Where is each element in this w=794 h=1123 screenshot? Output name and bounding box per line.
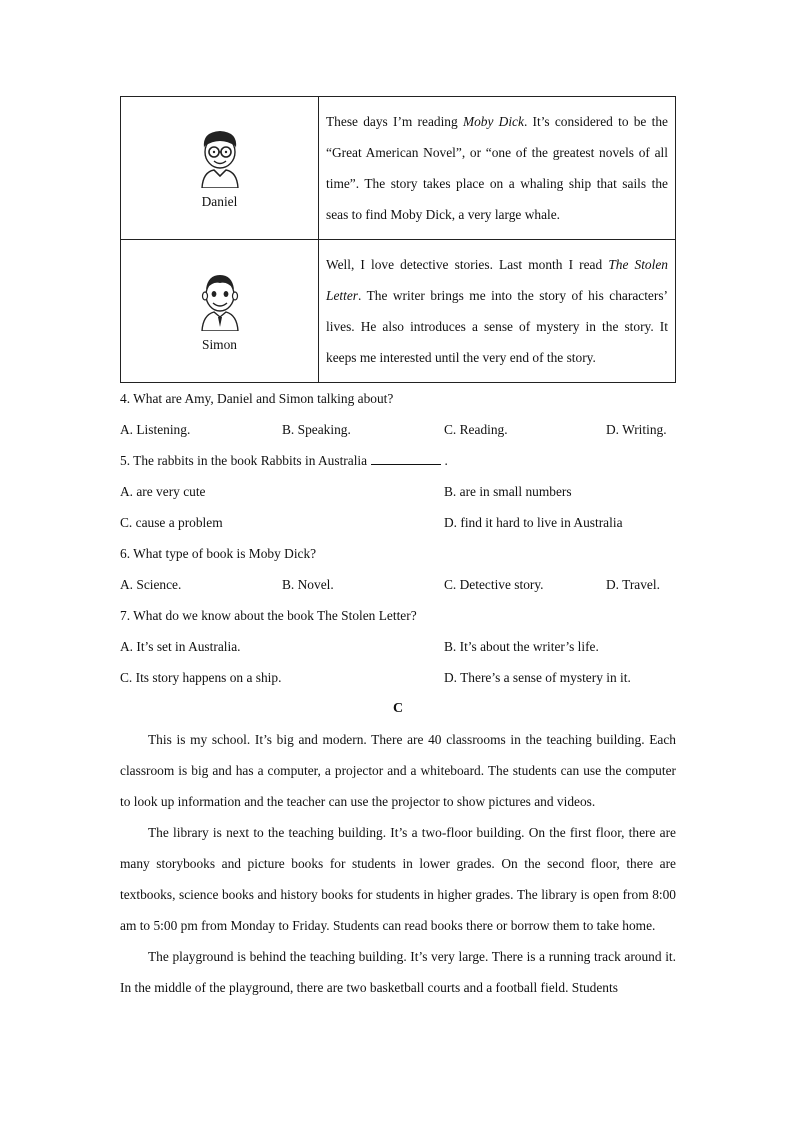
- options-row: [120, 662, 676, 693]
- section-title: C: [392, 701, 404, 716]
- question-4: [120, 383, 676, 445]
- speaker-text-simon: [319, 240, 676, 383]
- option-c: C. cause a problem: [120, 515, 223, 530]
- options-row: [120, 414, 676, 445]
- question-stem: 4. What are Amy, Daniel and Simon talking about?: [120, 391, 394, 406]
- speaker-row-simon: [121, 240, 676, 383]
- option-d: D. Writing.: [606, 422, 667, 437]
- speaker-text-after: . The writer brings me into the story of his characters’ lives. He also introduces a sense of mystery in the story. It keeps me interested until the very end of the story.: [326, 288, 668, 365]
- option-b: B. Speaking.: [282, 422, 351, 437]
- options-row: [120, 569, 676, 600]
- question-6: [120, 538, 676, 600]
- question-stem-line: [120, 445, 676, 476]
- passage-paragraph: This is my school. It’s big and modern. There are 40 classrooms in the teaching building. Each classroom is big and has a computer, a projector and a whiteboard. The students can use the computer to look up information and the teacher can use the projector to show pictures and videos.: [120, 732, 676, 809]
- avatar-cell-simon: [121, 240, 319, 383]
- book-title: The Stolen Letter: [326, 257, 668, 303]
- avatar-daniel: [194, 126, 246, 210]
- smiling-boy-icon: [194, 269, 246, 331]
- passage-paragraph: The playground is behind the teaching building. It’s very large. There is a running track around it. In the middle of the playground, there are two basketball courts and a football field. Students: [120, 949, 676, 995]
- option-d: D. find it hard to live in Australia: [444, 515, 623, 530]
- option-a: A. are very cute: [120, 484, 206, 499]
- option-d: D. Travel.: [606, 577, 660, 592]
- speaker-text-before: These days I’m reading: [326, 114, 463, 129]
- boy-with-glasses-icon: [194, 126, 246, 188]
- options-row: [120, 631, 676, 662]
- option-b: B. are in small numbers: [444, 484, 572, 499]
- option-a: A. It’s set in Australia.: [120, 639, 241, 654]
- question-stem: 5. The rabbits in the book Rabbits in Australia: [120, 453, 368, 468]
- question-stem-end: .: [444, 453, 448, 468]
- speaker-table: [120, 96, 676, 383]
- speaker-row-daniel: [121, 97, 676, 240]
- question-stem: 7. What do we know about the book The Stolen Letter?: [120, 608, 417, 623]
- option-d: D. There’s a sense of mystery in it.: [444, 670, 631, 685]
- option-b: B. It’s about the writer’s life.: [444, 639, 599, 654]
- book-title: Moby Dick: [462, 114, 524, 129]
- option-a: A. Science.: [120, 577, 182, 592]
- option-b: B. Novel.: [282, 577, 334, 592]
- answer-blank: [371, 450, 441, 465]
- passage-paragraph: The library is next to the teaching building. It’s a two-floor building. On the first floor, there are many storybooks and picture books for students in lower grades. On the second floor, there are textbooks, science books and history books for students in higher grades. The library is open from 8:00 am to 5:00 pm from Monday to Friday. Students can read books there or borrow them to take home.: [120, 825, 676, 933]
- avatar-name-simon: Simon: [202, 337, 237, 352]
- options-row: [120, 507, 676, 538]
- avatar-name-daniel: Daniel: [201, 194, 238, 209]
- options-row: [120, 476, 676, 507]
- section-c: [120, 693, 676, 1003]
- avatar-cell-daniel: [121, 97, 319, 240]
- speaker-text-before: Well, I love detective stories. Last month I read: [326, 257, 609, 272]
- option-c: C. Reading.: [444, 422, 508, 437]
- avatar-simon: [194, 269, 246, 353]
- option-a: A. Listening.: [120, 422, 191, 437]
- speaker-text-after: . It’s considered to be the “Great American Novel”, or “one of the greatest novels of all time”. The story takes place on a whaling ship that sails the seas to find Moby Dick, a very large whale.: [326, 114, 668, 222]
- question-7: [120, 600, 676, 693]
- question-stem: 6. What type of book is Moby Dick?: [120, 546, 317, 561]
- option-c: C. Its story happens on a ship.: [120, 670, 282, 685]
- speaker-text-daniel: [319, 97, 676, 240]
- option-c: C. Detective story.: [444, 577, 544, 592]
- worksheet-page: [120, 96, 676, 1003]
- question-5: [120, 445, 676, 538]
